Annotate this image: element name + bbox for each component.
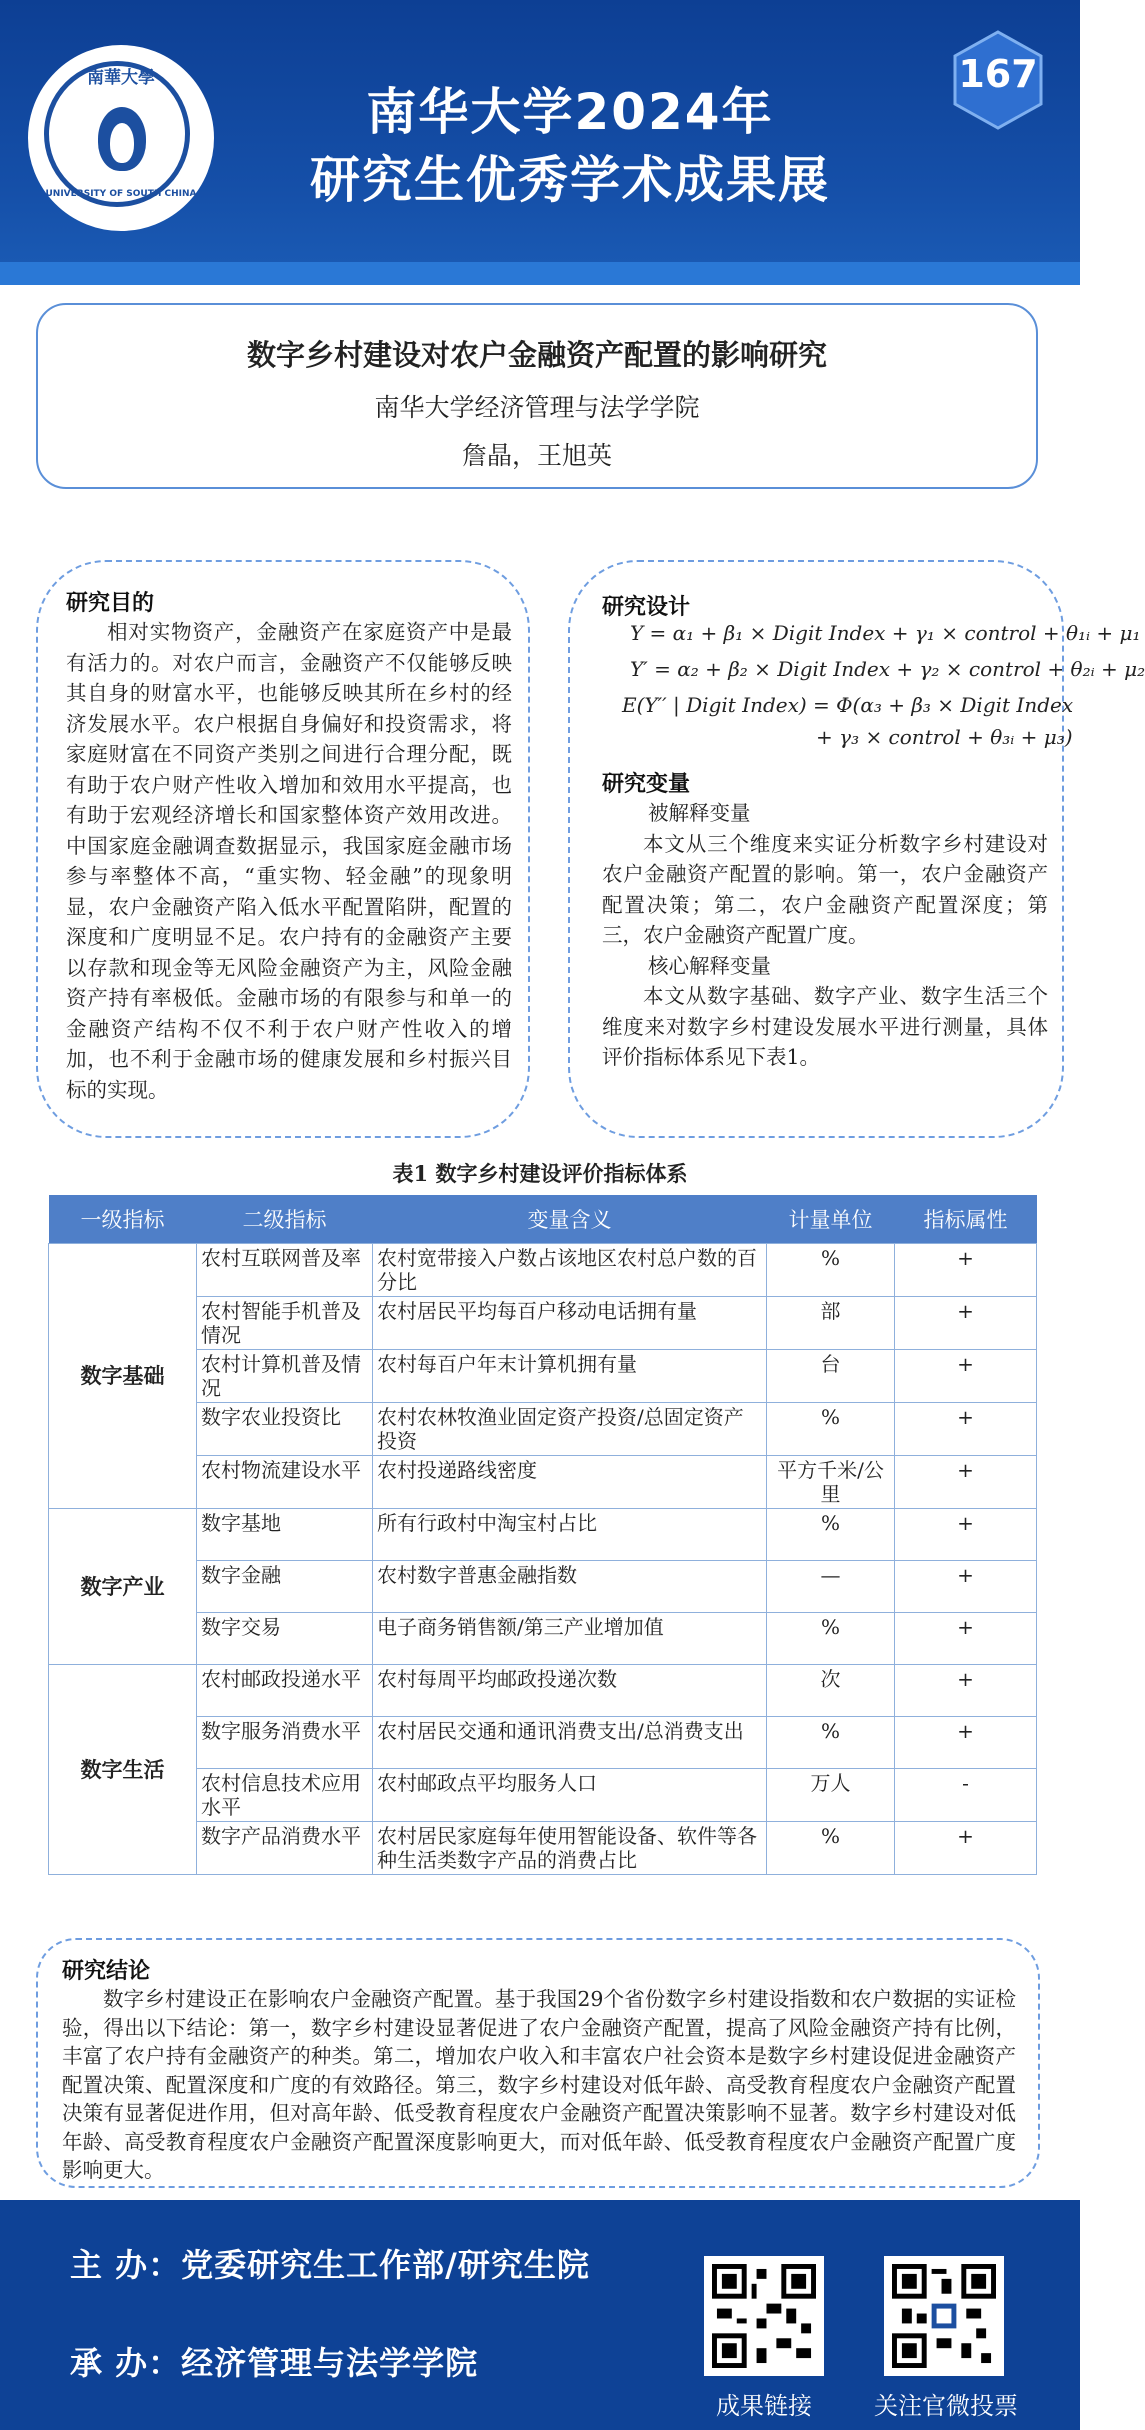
sub-indicator: 农村计算机普及情况 (197, 1350, 373, 1403)
footer-organizer: 承 办：经济管理与法学学院 (70, 2344, 479, 2382)
table-row (49, 1297, 1037, 1350)
exhibition-title-line1: 南华大学2024年 (366, 83, 774, 141)
indicator-meaning: 农村居民平均每百户移动电话拥有量 (373, 1297, 767, 1350)
indicator-meaning: 农村数字普惠金融指数 (373, 1561, 767, 1613)
table-header: 指标属性 (895, 1195, 1037, 1244)
indicator-table (48, 1195, 1037, 1875)
table-row (49, 1509, 1037, 1561)
table-header: 计量单位 (767, 1195, 895, 1244)
indicator-attr: + (895, 1509, 1037, 1561)
indicator-meaning: 所有行政村中淘宝村占比 (373, 1509, 767, 1561)
table-header: 一级指标 (49, 1195, 197, 1244)
indicator-meaning: 农村邮政点平均服务人口 (373, 1769, 767, 1822)
sub-indicator: 农村信息技术应用水平 (197, 1769, 373, 1822)
indicator-meaning: 农村每百户年末计算机拥有量 (373, 1350, 767, 1403)
indicator-unit: % (767, 1822, 895, 1875)
equation-2: Y′ = α₂ + β₂ × Digit Index + γ₂ × control + θ₂ᵢ + μ₂ (630, 657, 1145, 681)
indicator-attr: + (895, 1717, 1037, 1769)
table-header: 二级指标 (197, 1195, 373, 1244)
table-row (49, 1244, 1037, 1297)
indicator-unit: — (767, 1561, 895, 1613)
indicator-attr: + (895, 1561, 1037, 1613)
table-header: 变量含义 (373, 1195, 767, 1244)
logo-chinese-text: 南華大學 (87, 68, 155, 88)
footer (0, 2200, 1080, 2430)
header-banner (0, 0, 1080, 285)
indicator-meaning: 农村居民交通和通讯消费支出/总消费支出 (373, 1717, 767, 1769)
paper-title-box (36, 303, 1038, 489)
equation-3b: + γ₃ × control + θ₃ᵢ + μ₃) (816, 725, 1073, 749)
qr-code-icon (892, 2264, 996, 2368)
indicator-attr: + (895, 1456, 1037, 1509)
purpose-section (36, 560, 530, 1138)
sub-indicator: 数字基地 (197, 1509, 373, 1561)
design-heading: 研究设计 (602, 594, 691, 620)
sub-indicator: 农村邮政投递水平 (197, 1665, 373, 1717)
table-row (49, 1717, 1037, 1769)
table-row (49, 1769, 1037, 1822)
indicator-unit: 次 (767, 1665, 895, 1717)
indicator-meaning: 农村宽带接入户数占该地区农村总户数的百分比 (373, 1244, 767, 1297)
qr-code-official[interactable] (884, 2256, 1004, 2376)
table-caption: 表1 数字乡村建设评价指标体系 (392, 1161, 688, 1186)
sub-indicator: 数字交易 (197, 1613, 373, 1665)
indicator-attr: + (895, 1350, 1037, 1403)
variables-sub2: 核心解释变量 (648, 953, 771, 978)
indicator-meaning: 农村农林牧渔业固定资产投资/总固定资产投资 (373, 1403, 767, 1456)
university-logo (28, 45, 214, 231)
poster-number-badge (948, 30, 1048, 130)
indicator-attr: + (895, 1822, 1037, 1875)
qr-results-label: 成果链接 (716, 2392, 812, 2420)
table-header-row (49, 1195, 1037, 1244)
qr-official-label: 关注官微投票 (874, 2392, 1018, 2420)
table-row (49, 1822, 1037, 1875)
table-row (49, 1456, 1037, 1509)
variables-text2: 本文从数字基础、数字产业、数字生活三个维度来对数字乡村建设发展水平进行测量，具体评价指标体系见下表1。 (602, 984, 1048, 1069)
indicator-unit: % (767, 1509, 895, 1561)
purpose-heading: 研究目的 (66, 590, 155, 616)
indicator-attr: + (895, 1403, 1037, 1456)
indicator-meaning: 电子商务销售额/第三产业增加值 (373, 1613, 767, 1665)
indicator-unit: 万人 (767, 1769, 895, 1822)
variables-heading: 研究变量 (602, 771, 691, 797)
sub-indicator: 数字金融 (197, 1561, 373, 1613)
sub-indicator: 农村互联网普及率 (197, 1244, 373, 1297)
indicator-attr: + (895, 1613, 1037, 1665)
indicator-meaning: 农村投递路线密度 (373, 1456, 767, 1509)
logo-english-text: UNIVERSITY OF SOUTH CHINA (45, 189, 197, 199)
conclusion-text: 数字乡村建设正在影响农户金融资产配置。基于我国29个省份数字乡村建设指数和农户数据的实证检验，得出以下结论：第一，数字乡村建设显著促进了农户金融资产配置，提高了风险金融资产持有比例，丰富了农户持有金融资产的种类。第二，增加农户收入和丰富农户社会资本是数字乡村建设促进金融资产配置决策、配置深度和广度的有效路径。第三，数字乡村建设对低年龄、高受教育程度农户金融资产配置决策有显著促进作用，但对高年龄、低受教育程度农户金融资产配置决策影响不显著。数字乡村建设对低年龄、高受教育程度农户金融资产配置深度影响更大，而对低年龄、低受教育程度农户金融资产配置广度影响更大。 (62, 1987, 1016, 2182)
indicator-attr: + (895, 1665, 1037, 1717)
paper-authors: 詹晶，王旭英 (461, 441, 612, 470)
indicator-unit: % (767, 1403, 895, 1456)
equation-3a: E(Y′′ | Digit Index) = Φ(α₃ + β₃ × Digit Index (622, 693, 1074, 717)
footer-host: 主 办：党委研究生工作部/研究生院 (70, 2246, 590, 2284)
qr-code-icon (712, 2264, 816, 2368)
paper-school: 南华大学经济管理与法学学院 (374, 393, 700, 422)
qr-code-results[interactable] (704, 2256, 824, 2376)
indicator-unit: 台 (767, 1350, 895, 1403)
equation-1: Y = α₁ + β₁ × Digit Index + γ₁ × control + θ₁ᵢ + μ₁ (630, 621, 1141, 645)
design-section (568, 560, 1145, 1138)
indicator-attr: - (895, 1769, 1037, 1822)
conclusion-section (36, 1938, 1040, 2188)
indicator-unit: % (767, 1717, 895, 1769)
group-name: 数字产业 (49, 1509, 197, 1665)
table-row (49, 1350, 1037, 1403)
indicator-unit: 平方千米/公里 (767, 1456, 895, 1509)
variables-sub1: 被解释变量 (648, 801, 751, 825)
header-strip (0, 262, 1080, 285)
sub-indicator: 数字产品消费水平 (197, 1822, 373, 1875)
table-row (49, 1613, 1037, 1665)
indicator-unit: % (767, 1613, 895, 1665)
purpose-text: 相对实物资产，金融资产在家庭资产中是最有活力的。对农户而言，金融资产不仅能够反映其自身的财富水平，也能够反映其所在乡村的经济发展水平。农户根据自身偏好和投资需求，将家庭财富在不同资产类别之间进行合理分配，既有助于农户财产性收入增加和效用水平提高，也有助于宏观经济增长和国家整体资产效用改进。中国家庭金融调查数据显示，我国家庭金融市场参与率整体不高，“重实物、轻金融”的现象明显，农户金融资产陷入低水平配置陷阱，配置的深度和广度明显不足。农户持有的金融资产主要以存款和现金等无风险金融资产为主，风险金融资产持有率极低。金融市场的有限参与和单一的金融资产结构不仅不利于农户财产性收入的增加，也不利于金融市场的健康发展和乡村振兴目标的实现。 (66, 620, 512, 1102)
indicator-attr: + (895, 1244, 1037, 1297)
sub-indicator: 数字农业投资比 (197, 1403, 373, 1456)
indicator-unit: 部 (767, 1297, 895, 1350)
sub-indicator: 农村物流建设水平 (197, 1456, 373, 1509)
table-row (49, 1561, 1037, 1613)
group-name: 数字生活 (49, 1665, 197, 1875)
exhibition-title-line2: 研究生优秀学术成果展 (310, 151, 830, 209)
sub-indicator: 数字服务消费水平 (197, 1717, 373, 1769)
sub-indicator: 农村智能手机普及情况 (197, 1297, 373, 1350)
indicator-unit: % (767, 1244, 895, 1297)
table-row (49, 1665, 1037, 1717)
group-name: 数字基础 (49, 1244, 197, 1509)
table-row (49, 1403, 1037, 1456)
conclusion-heading: 研究结论 (62, 1958, 151, 1984)
paper-title: 数字乡村建设对农户金融资产配置的影响研究 (246, 338, 827, 372)
poster-number: 167 (958, 52, 1038, 96)
variables-text1: 本文从三个维度来实证分析数字乡村建设对农户金融资产配置的影响。第一，农户金融资产配置决策；第二，农户金融资产配置深度；第三，农户金融资产配置广度。 (602, 831, 1048, 947)
indicator-attr: + (895, 1297, 1037, 1350)
indicator-meaning: 农村每周平均邮政投递次数 (373, 1665, 767, 1717)
indicator-meaning: 农村居民家庭每年使用智能设备、软件等各种生活类数字产品的消费占比 (373, 1822, 767, 1875)
